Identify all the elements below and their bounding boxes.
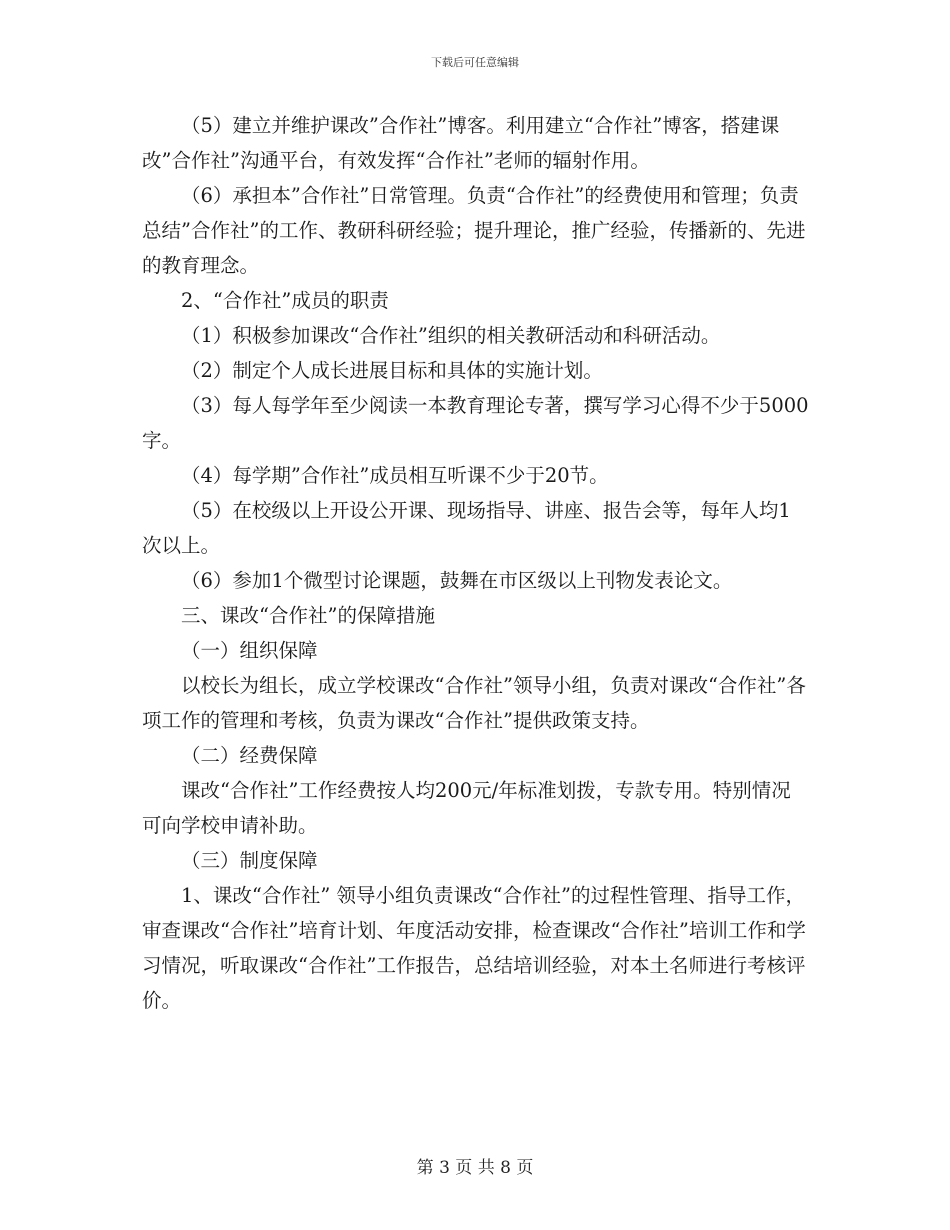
paragraph-duty-1: （1）积极参加课改“合作社”组织的相关教研活动和科研活动。 [181,324,721,347]
section-heading-safeguards: 三、课改“合作社”的保障措施 [181,604,435,627]
page-footer: 第 3 页 共 8 页 [416,1158,534,1178]
paragraph-duty-2: （2）制定个人成长进展目标和具体的实施计划。 [181,359,603,382]
paragraph-management: （6）承担本”合作社”日常管理。负责“合作社”的经费使用和管理；负责总结”合作社”的工作、教研科研经验；提升理论，推广经验，传播新的、先进的教育理念。 [142,184,806,277]
paragraph-organization: 以校长为组长，成立学校课改“合作社”领导小组，负责对课改“合作社”各项工作的管理和考核，负责为课改“合作社”提供政策支持。 [142,674,806,732]
paragraph-duty-5: （5）在校级以上开设公开课、现场指导、讲座、报告会等，每年人均1次以上。 [142,499,791,557]
subheading-system: （三）制度保障 [181,849,318,872]
section-heading-member-duties: 2、“合作社”成员的职责 [181,289,389,312]
document-body [142,108,810,1018]
paragraph-duty-4: （4）每学期”合作社”成员相互听课不少于20节。 [181,464,609,487]
subheading-organization: （一）组织保障 [181,639,318,662]
paragraph-funding: 课改“合作社”工作经费按人均200元/年标准划拨，专款专用。特别情况可向学校申请补助。 [142,779,791,837]
paragraph-system: 1、课改“合作社” 领导小组负责课改“合作社”的过程性管理、指导工作，审查课改“合作社”培育计划、年度活动安排，检查课改“合作社”培训工作和学习情况，听取课改“合作社”工作报告，总结培训经验，对本土名师进行考核评价。 [142,884,806,1012]
paragraph-duty-3: （3）每人每学年至少阅读一本教育理论专著，撰写学习心得不少于5000字。 [142,394,809,452]
subheading-funding: （二）经费保障 [181,744,318,767]
page-header: 下载后可任意编辑 [431,56,519,69]
paragraph-duty-6: （6）参加1个微型讨论课题，鼓舞在市区级以上刊物发表论文。 [181,569,733,592]
paragraph-blog: （5）建立并维护课改”合作社”博客。利用建立“合作社”博客，搭建课改”合作社”沟通平台，有效发挥“合作社”老师的辐射作用。 [142,114,780,172]
